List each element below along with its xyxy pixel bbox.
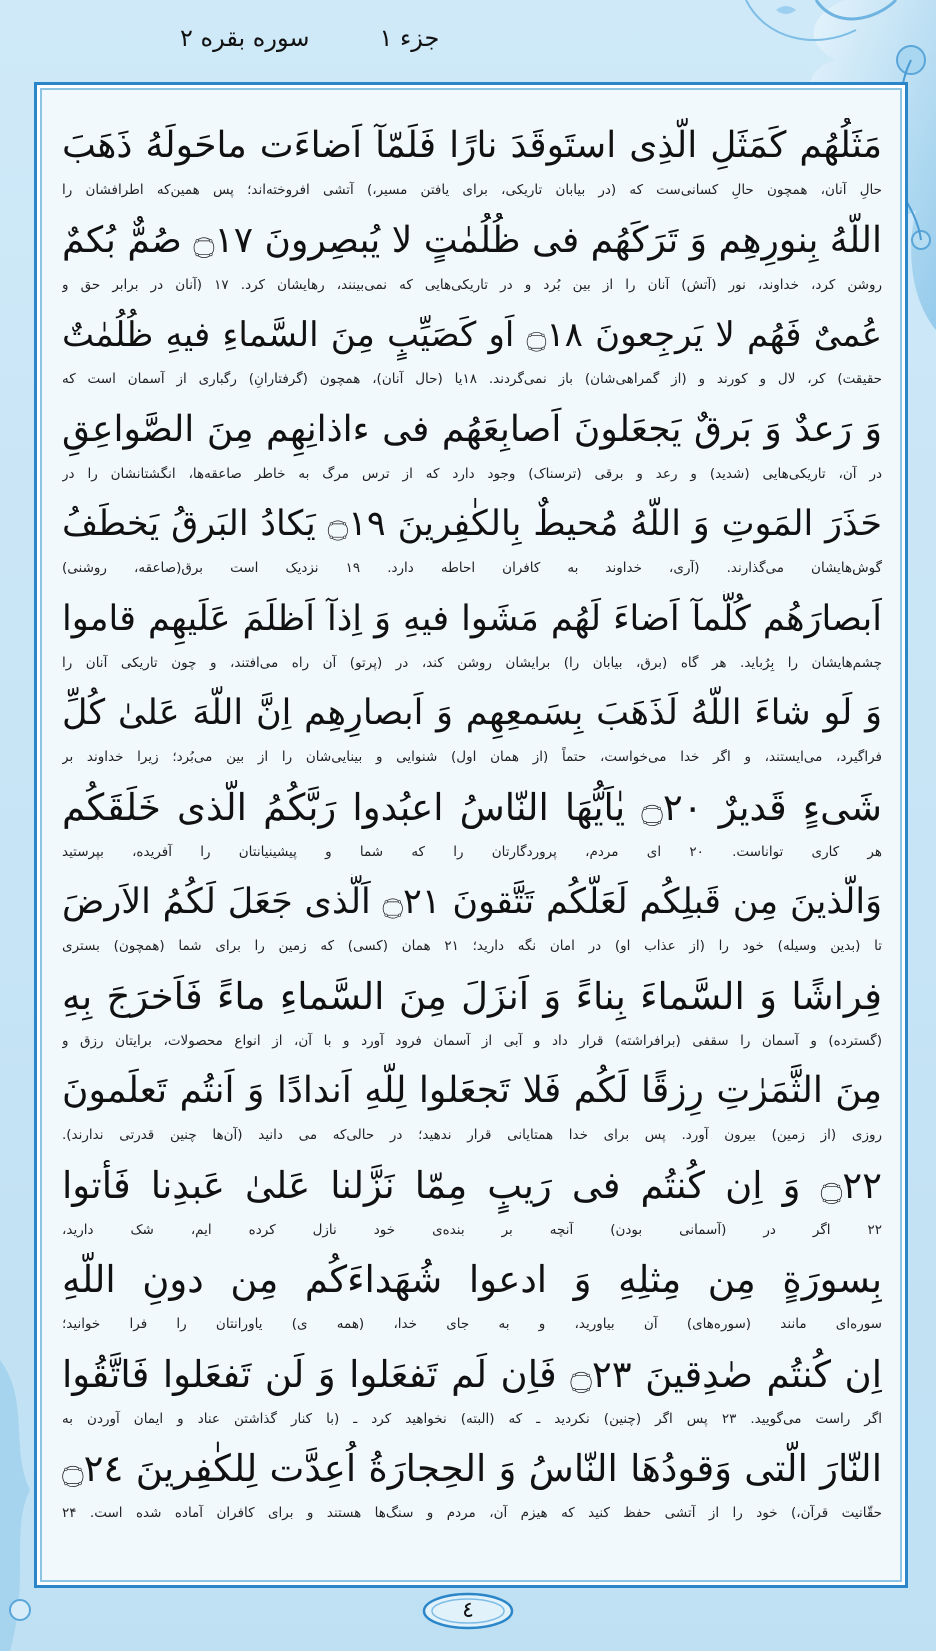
persian-translation: روزی (از زمین) بیرون آورد. پس برای خدا همتایانی قرار ندهید؛ در حالی‌که می دانید (آن‌ها چنین قدرتی ندارند).	[62, 1127, 882, 1143]
verse-line	[62, 969, 882, 1064]
verse-line	[62, 496, 882, 591]
verse-line	[62, 118, 882, 213]
verse-line	[62, 780, 882, 875]
verse-line	[62, 1347, 882, 1442]
persian-translation: چشم‌هایشان را بِرُباید. هر گاه (برق، بیابان را) برایشان روشن کند، در (پرتو) آن راه می‌افتند، و چون تاریکی آنان را	[62, 654, 882, 671]
persian-translation: تا (بدین وسیله) خود را (از عذاب او) در امان نگه دارید؛ ۲۱ همان (کسی) که زمین را برای شما (همچون) بستری	[62, 938, 882, 954]
arabic-text: اَبصارَهُم کُلَّمآ اَضاءَ لَهُم مَشَوا فیهِ وَ اِذآ اَظلَمَ عَلَیهِم قاموا	[62, 598, 882, 639]
persian-translation: ۲۲ اگر در (آسمانی بودن) آنچه بر بنده‌ی خود نازل کرده ایم، شک دارید،	[62, 1221, 882, 1238]
arabic-text: اِن کُنتُم صٰدِقینَ ۝٢٣ فَاِن لَم تَفعَلوا وَ لَن تَفعَلوا فَاتَّقُوا	[62, 1352, 882, 1396]
verse-line	[62, 874, 882, 969]
arabic-text: مِنَ الثَّمَرٰتِ رِزقًا لَکُم فَلا تَجعَلوا لِلّهِ اَندادًا وَ اَنتُم تَعلَمونَ	[62, 1070, 882, 1111]
arabic-text: النّارَ الَّتی وَقودُهَا النّاسُ وَ الحِجارَةُ اُعِدَّت لِلکٰفِرینَ ۝٢٤	[62, 1447, 882, 1490]
verse-line	[62, 1158, 882, 1253]
persian-translation: هر کاری تواناست. ۲۰ ای مردم، پروردگارتان را که شما و پیشینیانتان را آفریده، بپرستید	[62, 843, 882, 860]
persian-translation: گوش‌هایشان می‌گذارند. (آری، خداوند به کافران احاطه دارد. ۱۹ نزدیک است برق(صاعقه، روشنی)	[62, 560, 882, 576]
persian-translation: در آن، تاریکی‌هایی (شدید) و رعد و برقی (ترسناک) وجود دارد که از ترس مرگ به خاطر صاعقه‌ها، انگشتانشان را در	[62, 465, 882, 482]
persian-translation: اگر راست می‌گویید. ۲۳ پس اگر (چنین) نکردید ـ که (البته) نخواهید کرد ـ (با کنار گذاشتن عناد و ایمان آوردن به	[62, 1410, 882, 1427]
juz-label: جزء ۱	[379, 24, 440, 52]
verse-line	[62, 1063, 882, 1158]
verse-line	[62, 307, 882, 402]
arabic-text: فِراشًا وَ السَّماءَ بِناءً وَ اَنزَلَ مِنَ السَّماءِ ماءً فَاَخرَجَ بِهِ	[62, 974, 882, 1018]
arabic-text: ۝٢٢ وَ اِن کُنتُم فی رَیبٍ مِمّا نَزَّلنا عَلیٰ عَبدِنا فَأتوا	[62, 1163, 882, 1207]
arabic-text: اللّهُ بِنورِهِم وَ تَرَکَهُم فی ظُلُمٰتٍ لا یُبصِرونَ ۝١٧ صُمٌّ بُکمٌ	[62, 219, 882, 261]
persian-translation: فراگیرد، می‌ایستند، و اگر خدا می‌خواست، حتماً (از همان اول) شنوایی و بینایی‌شان را از بین می‌بُرد؛ زیرا خداوند بر	[62, 749, 882, 765]
persian-translation: حقّانیت قرآن،) خود را از آتشی حفظ کنید که هیزم آن، مردم و سنگ‌ها هستند و برای کافران آماده شده است. ۲۴	[62, 1505, 882, 1521]
persian-translation: روشن کرد، خداوند، نور (آتش) آنان را از بین بُرد و در تاریکی‌هایی که نمی‌بینند، رهایشان کرد. ۱۷ (آنان در برابر حق و	[62, 276, 882, 293]
arabic-text: شَیءٍ قَدیرٌ ۝٢٠ یٰاَیُّهَا النّاسُ اعبُدوا رَبَّکُمُ الَّذی خَلَقَکُم	[62, 785, 882, 829]
persian-translation: حقیقت) کر، لال و کورند و (از گمراهی‌شان) باز نمی‌گردند. ۱۸یا (حال آنان)، همچون (گرفتارانِ) رگباری از آسمان است که	[62, 371, 882, 387]
verse-line	[62, 1252, 882, 1347]
persian-translation: (گسترده) و آسمان را سقفی (برافراشته) قرار داد و آبی از آسمان فرود آورد و با آن، از انواع محصولات، برایتان رزق و	[62, 1032, 882, 1049]
verse-line	[62, 591, 882, 686]
arabic-text: وَالَّذینَ مِن قَبلِکُم لَعَلَّکُم تَتَّقونَ ۝٢١ اَلَّذی جَعَلَ لَکُمُ الاَرضَ	[62, 882, 882, 922]
arabic-text: وَ رَعدٌ وَ بَرقٌ یَجعَلونَ اَصابِعَهُم فی ءاذانِهِم مِنَ الصَّواعِقِ	[62, 408, 882, 450]
page-number: ٤	[462, 1598, 474, 1623]
persian-translation: سوره‌ای مانند (سوره‌های) آن بیاورید، و به جای خدا، (همه ی) یاورانتان را فرا خوانید؛	[62, 1316, 882, 1332]
arabic-text: مَثَلُهُم كَمَثَلِ الَّذِی استَوقَدَ نارًا فَلَمّآ اَضاءَت ماحَولَهُ ذَهَبَ	[62, 125, 882, 166]
arabic-text: وَ لَو شاءَ اللّهُ لَذَهَبَ بِسَمعِهِم وَ اَبصارِهِم اِنَّ اللّهَ عَلیٰ کُلِّ	[62, 693, 882, 733]
surah-label: سوره بقره ۲	[180, 24, 310, 52]
verse-line	[62, 685, 882, 780]
arabic-text: عُمیٌ فَهُم لا یَرجِعونَ ۝١٨ اَو کَصَیِّبٍ مِنَ السَّماءِ فیهِ ظُلُمٰتٌ	[62, 315, 882, 355]
arabic-text: بِسورَةٍ مِن مِثلِهِ وَ ادعوا شُهَداءَکُم مِن دونِ اللّهِ	[62, 1258, 882, 1301]
verse-line	[62, 213, 882, 308]
persian-translation: حالِ آنان، همچون حالِ کسانی‌ست که (در بیابان تاریکی، برای یافتن مسیر،) آتشی افروخته‌اند؛ پس همین‌که اطرافشان را	[62, 182, 882, 198]
page-header	[180, 18, 439, 58]
arabic-text: حَذَرَ المَوتِ وَ اللّهُ مُحیطٌ بِالکٰفِرینَ ۝١٩ یَکادُ البَرقُ یَخطَفُ	[62, 504, 882, 544]
text-content	[62, 118, 882, 1536]
verse-line	[62, 402, 882, 497]
verse-line	[62, 1441, 882, 1536]
page-number-badge	[418, 1590, 518, 1632]
